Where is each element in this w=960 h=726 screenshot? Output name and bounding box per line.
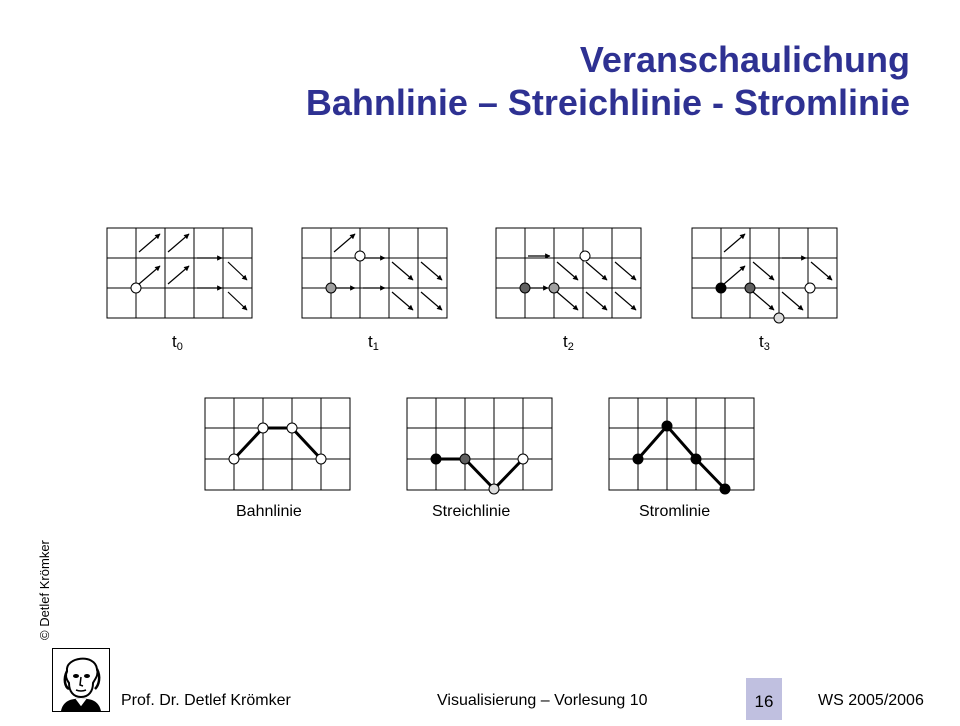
grid	[407, 398, 552, 490]
velocity-arrow	[753, 262, 774, 280]
particle-marker	[805, 283, 815, 293]
velocity-arrow	[615, 292, 636, 310]
dye-marker	[489, 484, 499, 494]
author-portrait	[52, 648, 110, 712]
panel-label-bahnlinie: Bahnlinie	[236, 503, 302, 520]
grid	[205, 398, 350, 490]
footer-semester: WS 2005/2006	[818, 692, 924, 709]
velocity-arrows	[334, 234, 442, 310]
velocity-arrow	[724, 234, 745, 252]
stream-marker	[633, 454, 643, 464]
velocity-arrow	[557, 292, 578, 310]
footer-author: Prof. Dr. Detlef Krömker	[121, 692, 291, 709]
velocity-arrow	[586, 262, 607, 280]
particle-marker	[316, 454, 326, 464]
panel-label-t3: t3	[759, 332, 770, 353]
velocity-arrow	[421, 292, 442, 310]
stream-marker	[720, 484, 730, 494]
panel-t2	[496, 228, 641, 353]
particle-marker	[258, 423, 268, 433]
streakline	[436, 459, 523, 489]
panel-bahnlinie	[205, 398, 350, 520]
dye-marker	[520, 283, 530, 293]
grid	[302, 228, 447, 318]
panel-label-t1: t1	[368, 332, 379, 353]
particle-marker	[229, 454, 239, 464]
dye-marker	[745, 283, 755, 293]
velocity-arrow	[421, 262, 442, 280]
grid	[692, 228, 837, 318]
panel-streichlinie	[407, 398, 552, 520]
velocity-arrow	[334, 234, 355, 252]
pathline	[234, 428, 321, 459]
page-number: 16	[746, 678, 782, 720]
particle-marker	[580, 251, 590, 261]
particle-marker	[287, 423, 297, 433]
title-line-2: Bahnlinie – Streichlinie - Stromlinie	[305, 82, 910, 123]
particle-marker	[131, 283, 141, 293]
dye-marker	[326, 283, 336, 293]
velocity-arrow	[586, 292, 607, 310]
dye-marker	[716, 283, 726, 293]
panel-t3	[692, 228, 837, 353]
panel-label-t2: t2	[563, 332, 574, 353]
dye-marker	[460, 454, 470, 464]
dye-marker	[549, 283, 559, 293]
streamline	[638, 426, 725, 489]
velocity-arrow	[228, 292, 247, 310]
panel-label-t0: t0	[172, 332, 183, 353]
velocity-arrows	[139, 234, 247, 310]
velocity-arrow	[615, 262, 636, 280]
grid	[496, 228, 641, 318]
portrait-sketch-icon	[53, 649, 109, 711]
panel-label-stromlinie: Stromlinie	[639, 503, 711, 520]
stream-marker	[691, 454, 701, 464]
velocity-arrow	[139, 266, 160, 284]
panel-t1	[302, 228, 447, 353]
velocity-arrow	[168, 266, 189, 284]
velocity-arrow	[392, 262, 413, 280]
velocity-arrow	[753, 292, 774, 310]
footer-course: Visualisierung – Vorlesung 10	[437, 692, 648, 709]
velocity-arrows	[724, 234, 832, 310]
velocity-arrow	[168, 234, 189, 252]
velocity-arrow	[139, 234, 160, 252]
particle-marker	[518, 454, 528, 464]
velocity-arrow	[228, 262, 247, 280]
title-line-1: Veranschaulichung	[579, 39, 910, 80]
copyright-notice: © Detlef Krömker	[37, 540, 52, 640]
velocity-arrows	[528, 256, 636, 310]
dye-marker	[431, 454, 441, 464]
panel-t0	[107, 228, 252, 353]
panel-label-streichlinie: Streichlinie	[432, 503, 511, 520]
velocity-arrow	[811, 262, 832, 280]
stream-marker	[662, 421, 672, 431]
velocity-arrow	[392, 292, 413, 310]
dye-marker	[774, 313, 784, 323]
particle-marker	[355, 251, 365, 261]
panel-stromlinie	[609, 398, 754, 520]
velocity-arrow	[724, 266, 745, 284]
velocity-arrow	[782, 292, 803, 310]
velocity-arrow	[557, 262, 578, 280]
